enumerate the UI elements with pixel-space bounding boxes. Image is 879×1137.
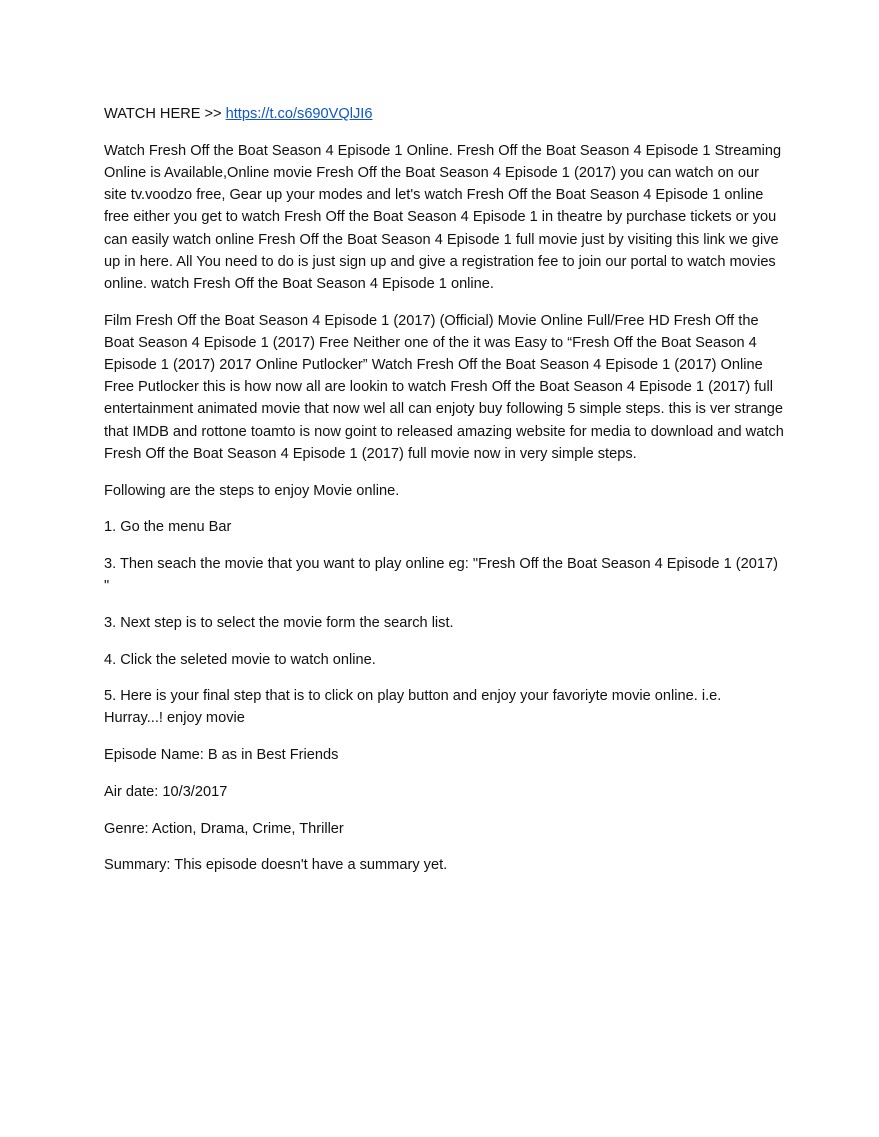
step-item: 4. Click the seleted movie to watch online. [104, 651, 376, 668]
intro-paragraph: Watch Fresh Off the Boat Season 4 Episode 1 Online. Fresh Off the Boat Season 4 Episode 1 Streaming Online is Available,Online movie Fresh Off the Boat Season 4 Episode 1 (2017) you can watch on our site tv.voodzo free, Gear up your modes and let's watch Fresh Off the Boat Season 4 Episode 1 online free either you get to watch Fresh Off the Boat Season 4 Episode 1 in theatre by purchase tickets or you can easily watch online Fresh Off the Boat Season 4 Episode 1 full movie just by visiting this link we give up in here. All You need to do is just sign up and give a registration fee to join our portal to watch movies online. watch Fresh Off the Boat Season 4 Episode 1 online. [104, 142, 782, 292]
film-paragraph: Film Fresh Off the Boat Season 4 Episode 1 (2017) (Official) Movie Online Full/Free HD Fresh Off the Boat Season 4 Episode 1 (2017) Free Neither one of the it was Easy to “Fresh Off the Boat Season 4 Episode 1 (2017) 2017 Online Putlocker” Watch Fresh Off the Boat Season 4 Episode 1 (2017) Online Free Putlocker this is how now all are lookin to watch Fresh Off the Boat Season 4 Episode 1 (2017) full entertainment animated movie that now wel all can enjoty buy following 5 simple steps. this is ver strange that IMDB and rottone toamto is now goint to released amazing website for media to download and watch Fresh Off the Boat Season 4 Episode 1 (2017) full movie now in very simple steps. [104, 312, 784, 462]
steps-intro: Following are the steps to enjoy Movie online. [104, 482, 400, 499]
episode-name: Episode Name: B as in Best Friends [104, 747, 339, 764]
step-item: 3. Next step is to select the movie form the search list. [104, 614, 454, 631]
watch-link[interactable]: https://t.co/s690VQlJI6 [225, 106, 373, 122]
document-page [104, 103, 784, 891]
summary: Summary: This episode doesn't have a summary yet. [104, 857, 448, 874]
step-item: 1. Go the menu Bar [104, 519, 232, 536]
watch-here-label: WATCH HERE >> [104, 106, 226, 122]
air-date: Air date: 10/3/2017 [104, 783, 228, 800]
step-item: 3. Then seach the movie that you want to play online eg: "Fresh Off the Boat Season 4 Episode 1 (2017) " [104, 555, 778, 595]
genre: Genre: Action, Drama, Crime, Thriller [104, 820, 344, 837]
step-item: 5. Here is your final step that is to click on play button and enjoy your favoriyte movie online. i.e. Hurray...! enjoy movie [104, 688, 722, 727]
watch-here-line [104, 103, 784, 125]
